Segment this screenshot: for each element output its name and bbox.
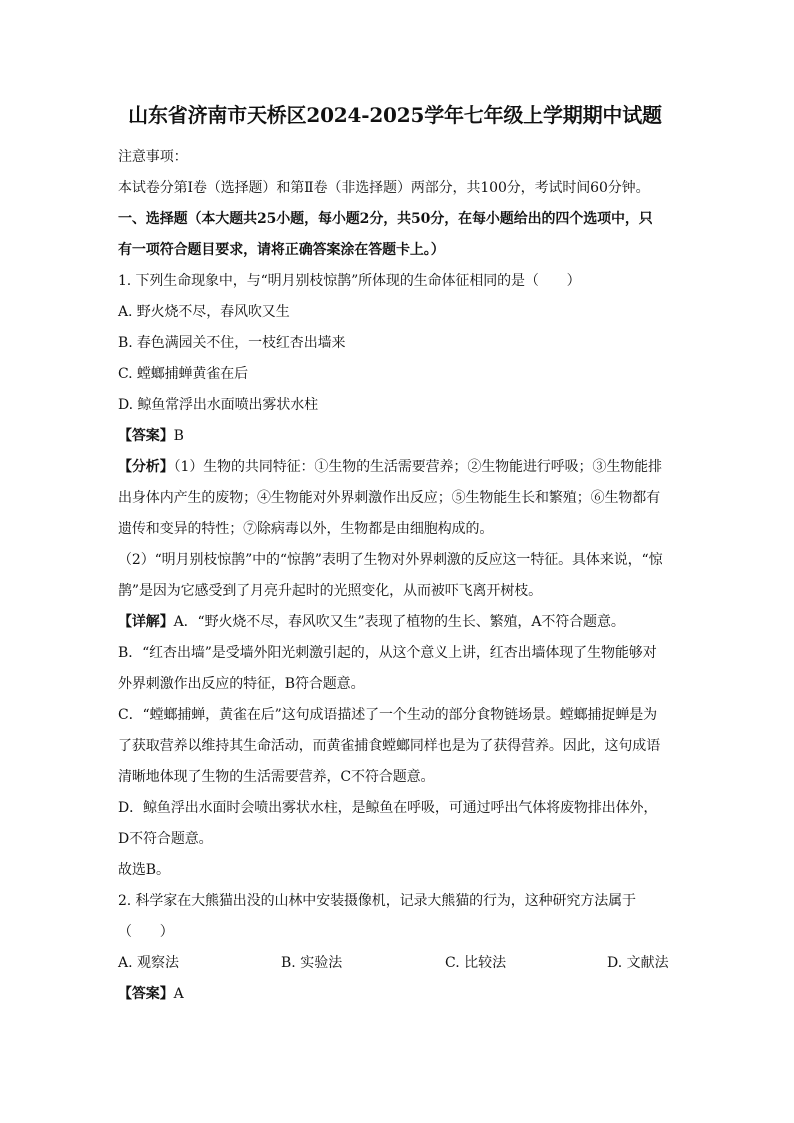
page-title: 山东省济南市天桥区2024-2025学年七年级上学期期中试题 xyxy=(128,103,662,127)
detail-label: 【详解】 xyxy=(118,614,174,630)
question-2-option-d: D. 文献法 xyxy=(607,955,669,971)
question-1-analysis-line-5: 鹊”是因为它感受到了月亮升起时的光照变化，从而被吓飞离开树枝。 xyxy=(118,583,543,599)
question-2-options xyxy=(118,948,678,979)
notes-description: 本试卷分第Ⅰ卷（选择题）和第Ⅱ卷（非选择题）两部分，共100分，考试时间60分钟。 xyxy=(118,180,650,196)
answer-label: 【答案】 xyxy=(118,428,174,444)
question-1-analysis-line-4: （2）“明月别枝惊鹊”中的“惊鹊”表明了生物对外界刺激的反应这一特征。具体来说，“惊 xyxy=(118,552,663,568)
question-1-answer xyxy=(118,421,678,452)
question-1-detail-line-4: C．“螳螂捕蝉，黄雀在后”这句成语描述了一个生动的部分食物链场景。螳螂捕捉蝉是为 xyxy=(118,707,658,723)
analysis-label: 【分析】 xyxy=(118,459,174,475)
question-1-option-c: C. 螳螂捕蝉黄雀在后 xyxy=(118,366,249,382)
question-1-detail-line-1 xyxy=(118,607,678,638)
answer-label: 【答案】 xyxy=(118,986,174,1002)
question-1-option-d: D. 鲸鱼常浮出水面喷出雾状水柱 xyxy=(118,397,319,413)
question-2-stem: 2. 科学家在大熊猫出没的山林中安装摄像机，记录大熊猫的行为，这种研究方法属于 xyxy=(118,893,636,909)
question-1-detail-line-6: 清晰地体现了生物的生活需要营养，C不符合题意。 xyxy=(118,769,435,785)
question-1-analysis-line-3: 遗传和变异的特性；⑦除病毒以外，生物都是由细胞构成的。 xyxy=(118,521,494,537)
question-1-detail-line-2: B．“红杏出墙”是受墙外阳光刺激引起的，从这个意义上讲，红杏出墙体现了生物能够对 xyxy=(118,645,657,661)
analysis-text: （1）生物的共同特征：①生物的生活需要营养；②生物能进行呼吸；③生物能排 xyxy=(173,459,662,475)
question-1-analysis-line-2: 出身体内产生的废物；④生物能对外界刺激作出反应；⑤生物能生长和繁殖；⑥生物都有 xyxy=(118,490,661,506)
question-1-option-a: A. 野火烧不尽，春风吹又生 xyxy=(118,304,290,320)
answer-value: A xyxy=(173,986,184,1002)
question-2-bracket: （ ） xyxy=(118,924,174,940)
question-1-detail-line-3: 外界刺激作出反应的特征，B符合题意。 xyxy=(118,676,365,692)
question-1-detail-line-8: D不符合题意。 xyxy=(118,831,213,847)
answer-value: B xyxy=(173,428,184,444)
question-1-analysis-line-1 xyxy=(118,452,678,483)
section-heading-line-1: 一、选择题（本大题共25小题，每小题2分，共50分，在每小题给出的四个选项中，只 xyxy=(118,211,653,227)
question-1-stem: 1. 下列生命现象中，与“明月别枝惊鹊”所体现的生命体征相同的是（ ） xyxy=(118,273,581,289)
notes-heading: 注意事项： xyxy=(118,149,188,165)
question-2-option-a: A. 观察法 xyxy=(118,955,180,971)
question-1-detail-line-7: D．鲸鱼浮出水面时会喷出雾状水柱，是鲸鱼在呼吸，可通过呼出气体将废物排出体外， xyxy=(118,800,658,816)
section-heading-line-2: 有一项符合题目要求，请将正确答案涂在答题卡上。） xyxy=(118,242,445,258)
question-1-detail-line-5: 了获取营养以维持其生命活动，而黄雀捕食螳螂同样也是为了获得营养。因此，这句成语 xyxy=(118,738,661,754)
detail-text: A．“野火烧不尽，春风吹又生”表现了植物的生长、繁殖，A不符合题意。 xyxy=(173,614,625,630)
question-2-option-c: C. 比较法 xyxy=(445,955,507,971)
document-page xyxy=(118,100,678,1010)
question-2-answer xyxy=(118,979,678,1010)
question-2-option-b: B. 实验法 xyxy=(281,955,343,971)
question-1-option-b: B. 春色满园关不住，一枝红杏出墙来 xyxy=(118,335,346,351)
question-1-conclusion: 故选B。 xyxy=(118,862,170,878)
